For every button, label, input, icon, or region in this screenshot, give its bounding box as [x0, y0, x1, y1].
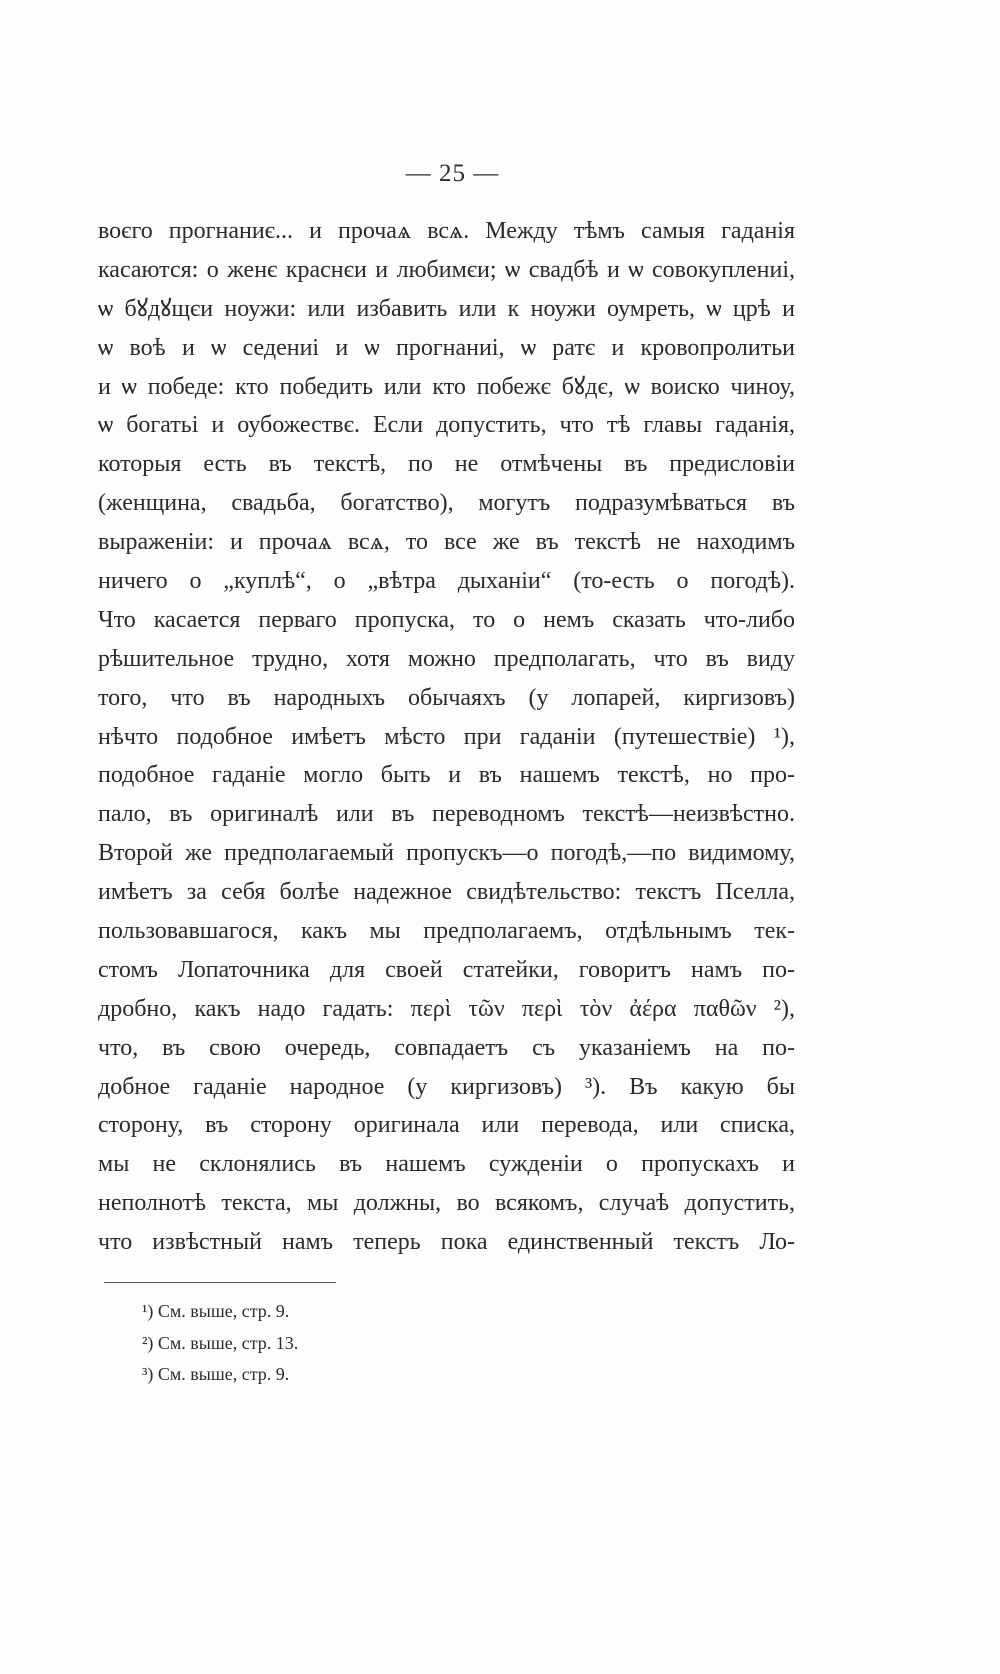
text-line: того, что въ народныхъ обычаяхъ (у лопарей, киргизовъ): [98, 684, 795, 711]
footnote: ²) См. выше, стр. 13.: [142, 1332, 299, 1353]
text-line: (женщина, свадьба, богатство), могутъ подразумѣваться въ: [98, 490, 795, 517]
text-line: дробно, какъ надо гадать: περὶ τῶν περὶ τὸν ἀέρα παθῶν ²),: [98, 995, 795, 1022]
text-line: Второй же предполагаемый пропускъ—о погодѣ,—по видимому,: [98, 840, 795, 867]
text-line: которыя есть въ текстѣ, по не отмѣчены въ предисловіи: [98, 451, 795, 478]
text-line: имѣетъ за себя болѣе надежное свидѣтельство: текстъ Пселла,: [98, 879, 795, 906]
text-line: неполнотѣ текста, мы должны, во всякомъ, случаѣ допустить,: [98, 1190, 795, 1217]
text-line: что извѣстный намъ теперь пока единственный текстъ Ло-: [98, 1229, 795, 1256]
footnote: ³) См. выше, стр. 9.: [142, 1364, 290, 1384]
text-line: Что касается перваго пропуска, то о немъ сказать что-либо: [98, 606, 795, 633]
text-line: сторону, въ сторону оригинала или перевода, или списка,: [98, 1112, 795, 1139]
text-line: добное гаданіе народное (у киргизовъ) ³). Въ какую бы: [98, 1073, 795, 1100]
text-line: пользовавшагося, какъ мы предполагаемъ, отдѣльнымъ тек-: [98, 918, 795, 945]
footnotes: [142, 1296, 542, 1391]
text-line: выраженіи: и прочаѧ всѧ, то все же въ текстѣ не находимъ: [98, 529, 795, 556]
text-line: воєго прогнаниє... и прочаѧ всѧ. Между тѣмъ самыя гаданія: [98, 218, 795, 244]
text-line: касаются: о женє краснєи и любимєи; ѡ свадбѣ и ѡ совокуплениі,: [98, 256, 795, 283]
footnote-divider: [104, 1282, 336, 1283]
text-line: ѡ богатьі и оубожествє. Если допустить, что тѣ главы гаданія,: [98, 412, 795, 439]
text-line: ничего о „куплѣ“, о „вѣтра дыханіи“ (то-есть о погодѣ).: [98, 568, 795, 595]
text-line: ѡ бꙋдꙋщєи ноужи: или избавить или к ноужи оумреть, ѡ црѣ и: [98, 295, 795, 322]
text-line: пало, въ оригиналѣ или въ переводномъ текстѣ—неизвѣстно.: [98, 801, 795, 828]
page-number: — 25 —: [405, 160, 500, 187]
body-text: [98, 212, 795, 1262]
footnote: ¹) См. выше, стр. 9.: [142, 1301, 290, 1321]
text-line: мы не склонялись въ нашемъ сужденіи о пропускахъ и: [98, 1151, 795, 1178]
text-line: и ѡ победе: кто победить или кто побежє бꙋдє, ѡ воиско чиноу,: [98, 373, 795, 400]
text-line: ѡ воѣ и ѡ седениі и ѡ прогнаниі, ѡ ратє и кровопролитьи: [98, 334, 795, 361]
text-line: стомъ Лопаточника для своей статейки, говоритъ намъ по-: [98, 956, 795, 983]
text-line: нѣчто подобное имѣетъ мѣсто при гаданіи (путешествіе) ¹),: [98, 723, 795, 750]
text-line: подобное гаданіе могло быть и въ нашемъ текстѣ, но про-: [98, 762, 795, 789]
text-line: рѣшительное трудно, хотя можно предполагать, что въ виду: [98, 645, 795, 672]
text-line: что, въ свою очередь, совпадаетъ съ указаніемъ на по-: [98, 1034, 795, 1061]
